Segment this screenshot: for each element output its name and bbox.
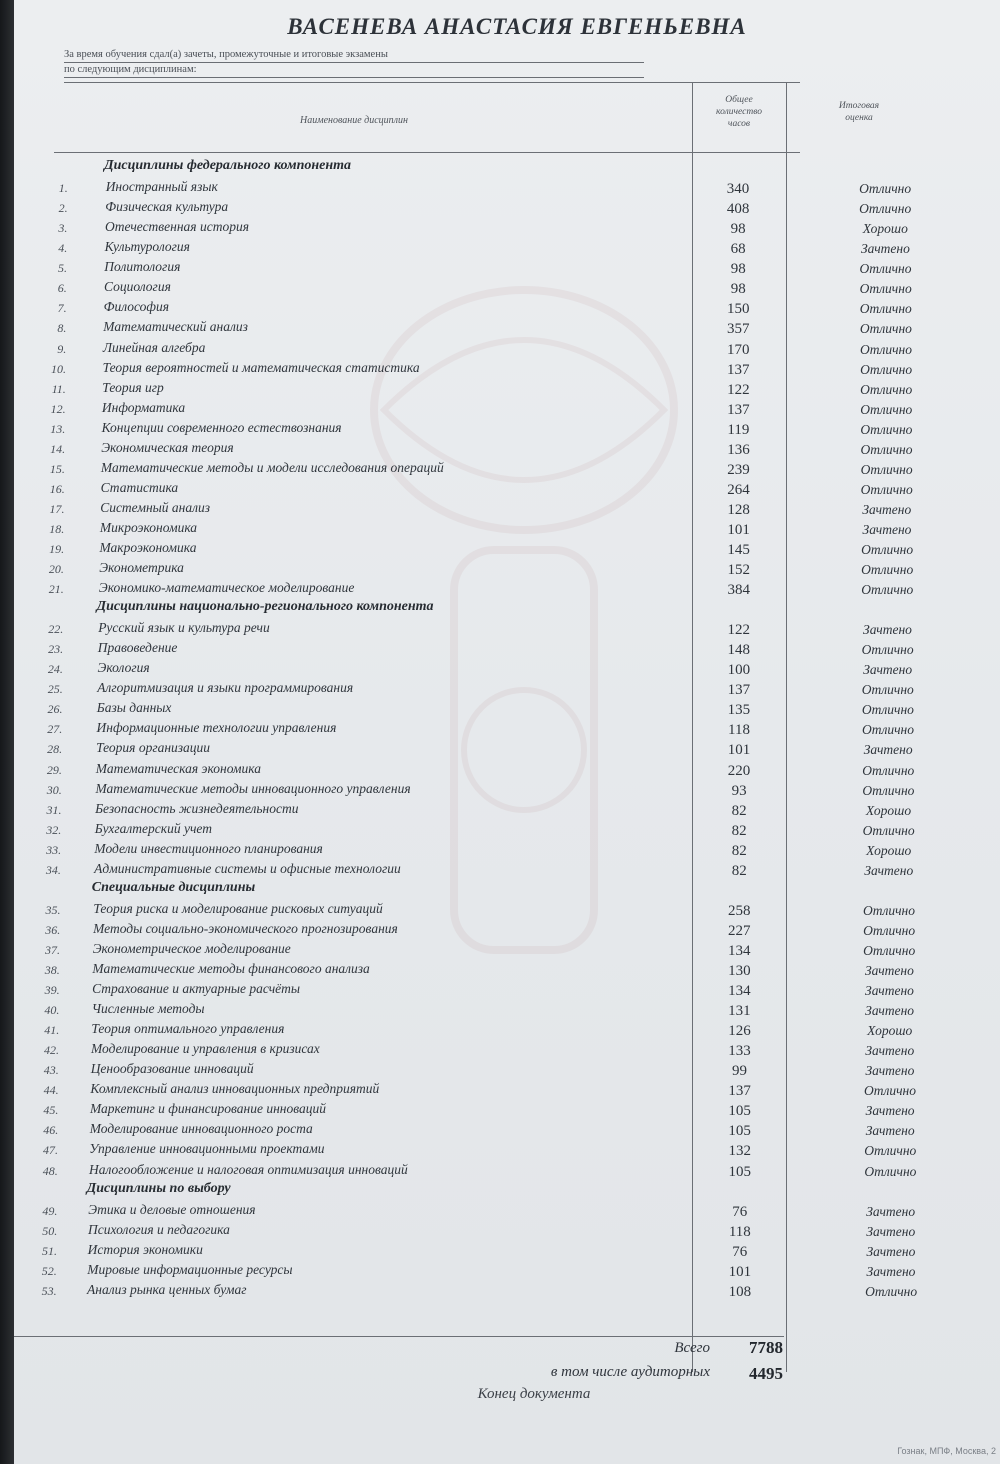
hours-value: 384 [727,582,750,599]
transcript-sheet [14,0,1000,1464]
table-row [14,519,1000,539]
table-row [14,1100,1000,1120]
row-number: 21. [48,582,64,597]
hours-value: 98 [730,281,746,298]
row-number: 37. [45,942,60,957]
row-number: 6. [57,281,67,296]
grade-value: Отлично [859,281,912,297]
hours-value: 100 [727,662,751,679]
hours-value: 136 [727,441,750,458]
discipline-name: Базы данных [96,700,172,716]
table-row [14,900,1000,920]
section-title: Дисциплины федерального компонента [104,158,352,173]
intro-text [64,48,644,78]
section-title: Дисциплины по выбору [86,1180,231,1196]
discipline-name: Информатика [101,399,186,415]
discipline-name: Социология [104,279,171,295]
discipline-name: Теория оптимального управления [91,1021,285,1037]
hours-value: 357 [727,321,750,338]
discipline-name: Теория организации [96,740,211,756]
discipline-name: Этика и деловые отношения [88,1201,256,1217]
row-number: 49. [42,1203,58,1218]
discipline-name: Комплексный анализ инновационных предприятий [90,1081,380,1097]
hours-value: 76 [732,1243,748,1260]
section-row [14,880,1000,900]
hours-value: 105 [728,1103,751,1120]
row-number: 9. [57,341,67,356]
section-row [14,158,1000,178]
grade-value: Отлично [864,1163,917,1179]
grade-value: Хорошо [867,1023,913,1039]
hours-header-line-3: часов [727,119,751,129]
hours-value: 118 [728,722,750,739]
row-number: 28. [47,742,63,757]
row-number: 50. [42,1223,58,1238]
table-row [14,1161,1000,1181]
hours-value: 101 [728,1263,752,1280]
table-row [14,1241,1000,1261]
grade-value: Отлично [861,542,914,557]
discipline-name: Статистика [100,479,179,495]
table-row [14,1261,1000,1281]
grade-value: Зачтено [863,742,913,758]
hours-value: 239 [727,461,750,478]
discipline-name: Психология и педагогика [88,1221,230,1237]
section-title: Специальные дисциплины [91,879,256,895]
grade-value: Отлично [862,822,915,838]
table-row [14,539,1000,559]
row-number: 26. [47,702,63,717]
hours-value: 76 [732,1203,748,1220]
row-number: 44. [43,1083,59,1098]
row-number: 23. [48,642,64,657]
grade-value: Зачтено [866,1263,916,1279]
table-row [14,339,1000,359]
hours-value: 93 [731,782,747,799]
table-row [14,1140,1000,1160]
row-number: 4. [58,241,68,256]
hours-value: 101 [727,742,751,759]
discipline-name: Экономико-математическое моделирование [98,580,355,596]
grade-value: Отлично [861,722,915,738]
table-row [14,439,1000,459]
row-number: 22. [48,622,64,637]
row-number: 3. [58,221,68,236]
table-row [14,699,1000,719]
row-number: 24. [47,662,63,677]
grade-value: Отлично [863,1083,917,1099]
table-row [14,860,1000,880]
hours-value: 105 [728,1163,751,1180]
hours-value: 101 [727,521,750,538]
section-row [14,1181,1000,1201]
grade-value: Отлично [861,642,914,658]
row-number: 17. [49,501,65,516]
discipline-name: Математические методы и модели исследования операций [100,459,444,475]
table-row [14,639,1000,659]
table-row [14,459,1000,479]
row-number: 47. [43,1143,58,1158]
table-row [14,719,1000,739]
discipline-name: Моделирование инновационного роста [89,1121,313,1137]
row-number: 39. [44,983,60,997]
grade-value: Зачтено [862,501,912,517]
grade-value: Отлично [861,582,914,598]
row-number: 5. [58,261,67,276]
grade-value: Отлично [859,341,913,357]
row-number: 42. [44,1043,59,1058]
table-bottom-border [14,1336,784,1337]
row-number: 31. [46,802,62,817]
auditory-label: в том числе аудиторных [550,1364,710,1380]
table-row [14,920,1000,940]
discipline-name: Ценообразование инноваций [90,1061,254,1077]
hours-value: 264 [727,481,750,498]
grade-value: Отлично [862,782,915,798]
discipline-name: Русский язык и культура речи [98,620,270,636]
hours-value: 133 [728,1043,751,1060]
table-row [14,278,1000,298]
hours-value: 150 [726,301,750,318]
discipline-name: Физическая культура [105,199,229,215]
grade-value: Отлично [859,181,912,196]
discipline-name: Эконометрическое моделирование [92,940,291,956]
table-row [14,218,1000,238]
table-row [14,820,1000,840]
table-row [14,479,1000,499]
grade-value: Хорошо [865,802,912,818]
discipline-column-header: Наименование дисциплин [300,115,408,126]
hours-value: 227 [728,922,751,939]
table-row [14,559,1000,579]
hours-value: 122 [727,622,751,639]
discipline-name: Теория риска и моделирование рисковых ситуаций [93,900,383,916]
hours-value: 131 [728,1003,751,1020]
hours-value: 82 [731,802,747,819]
row-number: 1. [58,181,68,195]
grade-value: Зачтено [865,1043,915,1059]
discipline-name: Иностранный язык [105,179,218,194]
table-row [14,379,1000,399]
discipline-name: Микроэкономика [99,519,198,535]
grade-column-header [804,100,914,124]
row-number: 46. [43,1123,59,1138]
hours-value: 99 [732,1063,747,1080]
table-row [14,238,1000,258]
row-number: 11. [51,381,66,396]
grade-header-line-1: Итоговая [838,101,880,111]
row-number: 40. [44,1003,60,1018]
discipline-name: История экономики [87,1241,203,1257]
discipline-name: Теория игр [102,379,164,395]
hours-value: 408 [726,201,750,218]
section-row [14,599,1000,619]
grade-value: Зачтено [865,1003,915,1019]
table-row [14,298,1000,318]
total-value: 7788 [749,1338,783,1357]
row-number: 30. [46,782,62,797]
hours-value: 126 [728,1023,751,1040]
hours-value: 82 [731,822,747,839]
row-number: 8. [57,321,67,336]
table-row [14,679,1000,699]
row-number: 2. [58,201,68,216]
discipline-name: Численные методы [91,1001,205,1017]
table-row [14,359,1000,379]
discipline-name: Культурология [104,239,190,255]
hours-value: 134 [728,983,751,999]
hours-value: 137 [727,682,751,699]
grade-value: Отлично [861,702,914,718]
row-number: 19. [49,542,65,556]
grade-value: Отлично [859,301,912,317]
grade-value: Отлично [860,361,913,377]
row-number: 43. [43,1063,59,1078]
row-number: 35. [45,902,61,917]
hours-value: 122 [727,381,750,398]
discipline-name: Информационные технологии управления [96,720,337,736]
end-of-document: Конец документа [477,1386,591,1402]
grade-value: Хорошо [866,842,912,858]
discipline-name: Системный анализ [100,499,211,515]
row-number: 52. [41,1263,57,1278]
grade-value: Зачтено [865,1103,915,1119]
discipline-name: Бухгалтерский учет [94,820,212,836]
discipline-name: Эконометрика [99,560,184,575]
table-row [14,840,1000,860]
grade-value: Хорошо [862,221,908,237]
table-row [14,198,1000,218]
table-row [14,318,1000,338]
hours-value: 119 [727,421,750,438]
row-number: 29. [46,762,62,777]
table-row [14,760,1000,780]
discipline-name: Математический анализ [103,319,248,335]
grade-value: Зачтено [860,241,910,257]
hours-value: 130 [728,963,751,979]
discipline-name: Мировые информационные ресурсы [87,1261,293,1277]
discipline-name: Безопасность жизнедеятельности [95,800,299,816]
hours-value: 132 [728,1143,751,1160]
table-row [14,1020,1000,1040]
discipline-name: Экономическая теория [101,439,234,455]
grade-value: Зачтено [864,963,914,978]
hours-column-header [694,94,784,130]
row-number: 13. [50,421,66,436]
grade-value: Зачтено [865,1063,915,1079]
hours-header-line-1: Общее [725,95,753,105]
table-row [14,1201,1000,1221]
discipline-name: Административные системы и офисные технологии [94,860,401,876]
grade-value: Отлично [861,562,914,577]
total-label: Всего [674,1340,710,1356]
grade-value: Зачтено [865,1123,915,1139]
table-row [14,399,1000,419]
discipline-name: Методы социально-экономического прогнозирования [93,920,398,936]
table-row [14,419,1000,439]
discipline-name: Управление инновационными проектами [89,1141,325,1157]
table-row [14,1040,1000,1060]
table-row [14,499,1000,519]
table-row [14,940,1000,960]
grade-value: Зачтено [866,1203,916,1219]
table-row [14,1281,1000,1301]
hours-value: 258 [728,902,751,919]
auditory-value: 4495 [749,1364,783,1383]
hours-value: 137 [727,361,750,378]
grade-value: Отлично [860,461,913,477]
table-row [14,258,1000,278]
table-row [14,1120,1000,1140]
grade-header-line-2: оценка [845,113,873,123]
discipline-name: Математические методы инновационного управления [95,780,411,796]
hours-value: 82 [731,862,747,879]
row-number: 18. [49,521,65,536]
discipline-name: Линейная алгебра [102,339,206,355]
row-number: 12. [50,401,66,416]
table-row [14,980,1000,1000]
row-number: 48. [42,1163,58,1178]
table-row [14,800,1000,820]
grade-value: Отлично [862,902,916,918]
grade-value: Зачтено [862,521,912,537]
discipline-name: Модели инвестиционного планирования [94,840,323,856]
discipline-name: Маркетинг и финансирование инноваций [90,1101,327,1117]
row-number: 32. [46,822,62,837]
grade-value: Отлично [862,762,915,778]
hours-value: 105 [728,1123,751,1140]
row-number: 27. [47,722,63,737]
discipline-name: Макроэкономика [99,540,197,555]
hours-value: 340 [726,181,750,197]
discipline-name: Отечественная история [105,219,249,235]
hours-value: 135 [727,702,751,719]
hours-value: 220 [727,762,751,779]
grade-value: Зачтено [866,1243,916,1259]
grade-value: Зачтено [863,662,913,678]
row-number: 20. [48,562,64,576]
row-number: 33. [46,842,62,857]
row-number: 25. [47,682,63,697]
row-number: 34. [45,862,61,877]
row-number: 14. [50,441,66,456]
discipline-name: Анализ рынка ценных бумаг [87,1281,247,1297]
table-row [14,1221,1000,1241]
hours-value: 148 [727,642,751,659]
table-row [14,178,1000,198]
hours-value: 128 [727,501,750,518]
hours-value: 108 [728,1283,752,1300]
hours-value: 118 [728,1223,751,1240]
table-top-border [64,82,800,83]
grade-value: Зачтено [864,862,914,878]
row-number: 53. [41,1283,57,1298]
grade-value: Зачтено [865,983,914,998]
table-row [14,1060,1000,1080]
grade-value: Отлично [861,682,914,698]
row-number: 41. [44,1023,60,1038]
row-number: 45. [43,1103,59,1118]
hours-value: 137 [727,401,750,418]
hours-header-line-2: количество [716,107,762,117]
grade-value: Отлично [860,481,913,497]
table-row [14,780,1000,800]
discipline-name: Математические методы финансового анализа [92,961,370,976]
discipline-name: Теория вероятностей и математическая статистика [102,359,420,375]
hours-value: 134 [728,942,751,959]
grade-value: Отлично [859,201,912,217]
grade-value: Зачтено [866,1223,916,1239]
hours-value: 68 [730,241,746,258]
row-number: 7. [57,301,67,316]
grade-value: Отлично [860,441,913,457]
hours-value: 170 [727,341,750,358]
grade-value: Отлично [860,421,913,437]
discipline-name: Алгоритмизация и языки программирования [97,680,354,696]
hours-value: 152 [727,562,750,578]
grade-value: Отлично [860,401,913,417]
grade-value: Отлично [859,321,912,337]
corner-print-mark: Гознак, МПФ, Москва, 2 [897,1446,996,1456]
table-row [14,960,1000,980]
discipline-name: Правоведение [97,640,178,656]
discipline-name: Математическая экономика [95,760,262,776]
grade-value: Отлично [864,1143,917,1159]
grade-value: Зачтено [863,622,912,638]
hours-value: 82 [731,842,747,859]
section-title: Дисциплины национально-регионального компонента [96,599,434,615]
intro-line-1: За время обучения сдал(а) зачеты, промежуточные и итоговые экзамены [64,48,644,63]
grade-value: Отлично [865,1283,918,1299]
grade-value: Отлично [860,381,913,397]
row-number: 38. [44,963,60,977]
hours-value: 98 [730,261,746,278]
student-name-title: ВАСЕНЕВА АНАСТАСИЯ ЕВГЕНЬЕВНА [287,14,747,39]
discipline-name: Экология [97,660,150,676]
table-row [14,1080,1000,1100]
table-row [14,1000,1000,1020]
row-number: 51. [42,1243,57,1258]
table-row [14,619,1000,639]
hours-value: 98 [730,221,746,238]
grade-value: Отлично [859,261,912,277]
discipline-name: Страхование и актуарные расчёты [92,981,301,996]
grades-table [14,82,1000,1383]
grade-value: Отлично [863,942,916,958]
discipline-name: Философия [103,299,170,315]
row-number: 10. [51,361,66,376]
row-number: 16. [49,481,65,496]
table-row [14,659,1000,679]
discipline-name: Политология [104,259,181,275]
row-number: 15. [49,461,65,476]
intro-line-2: по следующим дисциплинам: [64,63,644,78]
discipline-name: Моделирование и управления в кризисах [91,1041,320,1057]
table-row [14,739,1000,759]
table-row [14,579,1000,599]
discipline-name: Концепции современного естествознания [101,419,342,435]
hours-value: 137 [728,1083,751,1100]
table-header-border [54,152,800,153]
grade-value: Отлично [863,922,916,938]
discipline-name: Налогообложение и налоговая оптимизация инноваций [89,1161,408,1177]
row-number: 36. [45,922,61,937]
hours-value: 145 [727,542,750,558]
